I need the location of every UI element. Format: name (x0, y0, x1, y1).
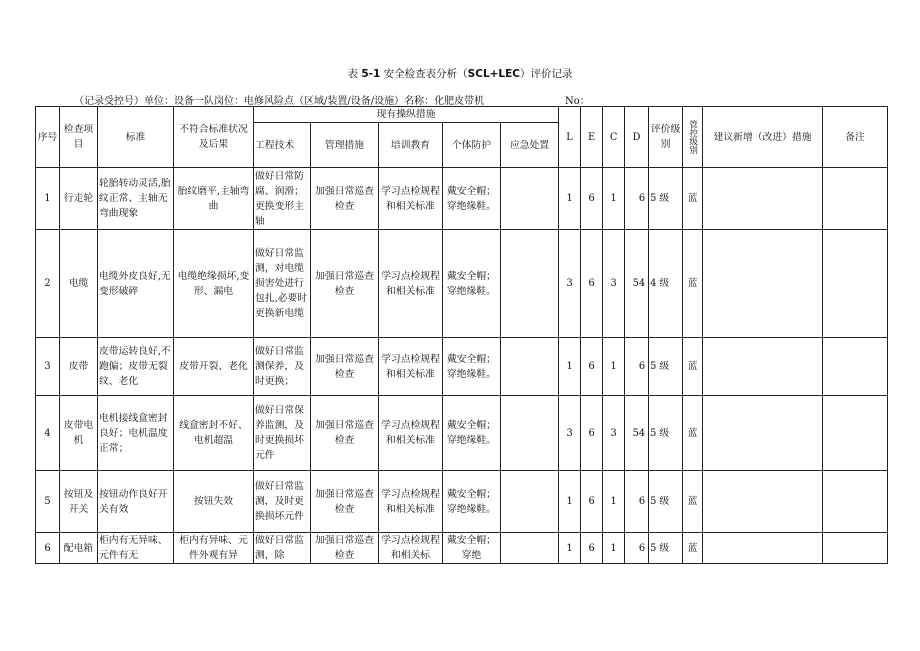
header-note: 备注 (823, 107, 888, 168)
row-training: 学习点检规程和相关标准 (379, 168, 443, 230)
row-D: 54 (625, 396, 649, 471)
header-C: C (603, 107, 625, 168)
header-existing-measures: 现有操纵措施 (254, 107, 559, 123)
row-management: 加强日常巡查检查 (311, 533, 379, 564)
table-row (36, 471, 888, 533)
row-management: 加强日常巡查检查 (311, 471, 379, 533)
row-emergency (501, 168, 559, 230)
row-note (823, 168, 888, 230)
header-nonconform: 不符合标准状况及后果 (174, 107, 254, 168)
row-E: 6 (581, 168, 603, 230)
row-suggest (703, 396, 823, 471)
row-note (823, 471, 888, 533)
table-row (36, 338, 888, 396)
row-management: 加强日常巡查检查 (311, 338, 379, 396)
row-note (823, 230, 888, 338)
row-grade: 5 级 (649, 168, 683, 230)
row-control: 蓝 (683, 533, 703, 564)
header-item: 检查项目 (60, 107, 98, 168)
row-engineering: 做好日常监测，及时更换损坏元件 (254, 471, 311, 533)
header-control (683, 107, 703, 168)
row-standard: 皮带运转良好,不跑偏；皮带无裂纹、老化 (98, 338, 174, 396)
row-ppe: 戴安全帽；穿绝缘鞋。 (443, 471, 501, 533)
row-nonconform: 线盒密封不好、电机超温 (174, 396, 254, 471)
row-L: 1 (559, 533, 581, 564)
table-row (36, 533, 888, 564)
row-seq: 1 (36, 168, 60, 230)
row-emergency (501, 396, 559, 471)
row-emergency (501, 471, 559, 533)
header-emergency: 应急处置 (501, 123, 559, 168)
row-E: 6 (581, 230, 603, 338)
record-number-label: No： (565, 96, 590, 107)
row-grade: 5 级 (649, 533, 683, 564)
row-E: 6 (581, 396, 603, 471)
header-seq: 序号 (36, 107, 60, 168)
row-standard: 电机接线盒密封良好；电机温度正常； (98, 396, 174, 471)
header-E: E (581, 107, 603, 168)
row-note (823, 396, 888, 471)
row-control: 蓝 (683, 168, 703, 230)
row-suggest (703, 338, 823, 396)
row-C: 1 (603, 533, 625, 564)
row-engineering: 做好日常保养监测，及时更换损坏元件 (254, 396, 311, 471)
row-suggest (703, 230, 823, 338)
row-engineering: 做好日常监测，对电缆损害处进行包扎,必要时更换新电缆 (254, 230, 311, 338)
row-seq: 4 (36, 396, 60, 471)
row-suggest (703, 168, 823, 230)
row-D: 6 (625, 168, 649, 230)
row-C: 3 (603, 396, 625, 471)
scl-lec-table (35, 106, 888, 564)
row-emergency (501, 230, 559, 338)
table-row (36, 396, 888, 471)
row-L: 3 (559, 230, 581, 338)
row-C: 3 (603, 230, 625, 338)
row-L: 1 (559, 168, 581, 230)
row-emergency (501, 533, 559, 564)
row-training: 学习点检规程和相关标 (379, 533, 443, 564)
row-nonconform: 电缆绝缘损坏,变形、漏电 (174, 230, 254, 338)
row-management: 加强日常巡查检查 (311, 230, 379, 338)
row-standard: 柜内有无异味、元件有无 (98, 533, 174, 564)
row-training: 学习点检规程和相关标准 (379, 230, 443, 338)
row-training: 学习点检规程和相关标准 (379, 338, 443, 396)
row-control: 蓝 (683, 230, 703, 338)
row-standard: 电缆外皮良好,无变形破碎 (98, 230, 174, 338)
row-suggest (703, 471, 823, 533)
control-level-label: 管控级别 (687, 120, 698, 154)
header-training: 培训教育 (379, 123, 443, 168)
row-nonconform: 柜内有异味、元件外观有异 (174, 533, 254, 564)
row-L: 3 (559, 396, 581, 471)
header-management: 管理措施 (311, 123, 379, 168)
row-training: 学习点检规程和相关标准 (379, 396, 443, 471)
row-control: 蓝 (683, 338, 703, 396)
row-management: 加强日常巡查检查 (311, 396, 379, 471)
row-E: 6 (581, 338, 603, 396)
row-C: 1 (603, 338, 625, 396)
row-nonconform: 胎纹磨平,主轴弯曲 (174, 168, 254, 230)
row-item: 行走轮 (60, 168, 98, 230)
row-D: 54 (625, 230, 649, 338)
unit-info: （记录受控号）单位：设备一队岗位：电修风险点（区域/装置/设备/设施）名称：化肥皮带机 (74, 96, 485, 107)
row-seq: 3 (36, 338, 60, 396)
header-standard: 标准 (98, 107, 174, 168)
row-ppe: 戴安全帽；穿绝缘鞋。 (443, 230, 501, 338)
document-title: 表 5-1 安全检查表分析（SCL+LEC）评价记录 (347, 68, 573, 80)
row-seq: 5 (36, 471, 60, 533)
row-L: 1 (559, 338, 581, 396)
row-grade: 5 级 (649, 338, 683, 396)
row-D: 6 (625, 338, 649, 396)
row-note (823, 338, 888, 396)
row-grade: 4 级 (649, 230, 683, 338)
row-item: 电缆 (60, 230, 98, 338)
row-D: 6 (625, 533, 649, 564)
table-row (36, 230, 888, 338)
row-E: 6 (581, 471, 603, 533)
header-D: D (625, 107, 649, 168)
row-seq: 2 (36, 230, 60, 338)
row-ppe: 戴安全帽；穿绝缘鞋。 (443, 338, 501, 396)
row-item: 配电箱 (60, 533, 98, 564)
row-nonconform: 按钮失效 (174, 471, 254, 533)
row-C: 1 (603, 471, 625, 533)
row-item: 皮带电机 (60, 396, 98, 471)
row-standard: 轮胎转动灵活,胎纹正常、主轴无弯曲现象 (98, 168, 174, 230)
row-item: 皮带 (60, 338, 98, 396)
row-training: 学习点检规程和相关标准 (379, 471, 443, 533)
row-engineering: 做好日常监测，除 (254, 533, 311, 564)
header-ppe: 个体防护 (443, 123, 501, 168)
row-control: 蓝 (683, 396, 703, 471)
row-engineering: 做好日常监测保养，及时更换； (254, 338, 311, 396)
row-ppe: 戴安全帽；穿绝缘鞋。 (443, 168, 501, 230)
row-E: 6 (581, 533, 603, 564)
header-grade: 评价级别 (649, 107, 683, 168)
row-standard: 按钮动作良好开关有效 (98, 471, 174, 533)
row-ppe: 戴安全帽；穿绝 (443, 533, 501, 564)
row-management: 加强日常巡查检查 (311, 168, 379, 230)
row-note (823, 533, 888, 564)
row-engineering: 做好日常防腐、润滑；更换变形主轴 (254, 168, 311, 230)
row-C: 1 (603, 168, 625, 230)
row-D: 6 (625, 471, 649, 533)
header-engineering: 工程技术 (254, 123, 311, 168)
row-suggest (703, 533, 823, 564)
row-emergency (501, 338, 559, 396)
record-meta-line (74, 92, 590, 107)
row-grade: 5 级 (649, 471, 683, 533)
row-seq: 6 (36, 533, 60, 564)
row-nonconform: 皮带开裂、老化 (174, 338, 254, 396)
table-row (36, 168, 888, 230)
row-item: 按钮及开关 (60, 471, 98, 533)
row-L: 1 (559, 471, 581, 533)
row-control: 蓝 (683, 471, 703, 533)
row-grade: 5 级 (649, 396, 683, 471)
row-ppe: 戴安全帽；穿绝缘鞋。 (443, 396, 501, 471)
header-L: L (559, 107, 581, 168)
header-suggest: 建议新增（改进）措施 (703, 107, 823, 168)
